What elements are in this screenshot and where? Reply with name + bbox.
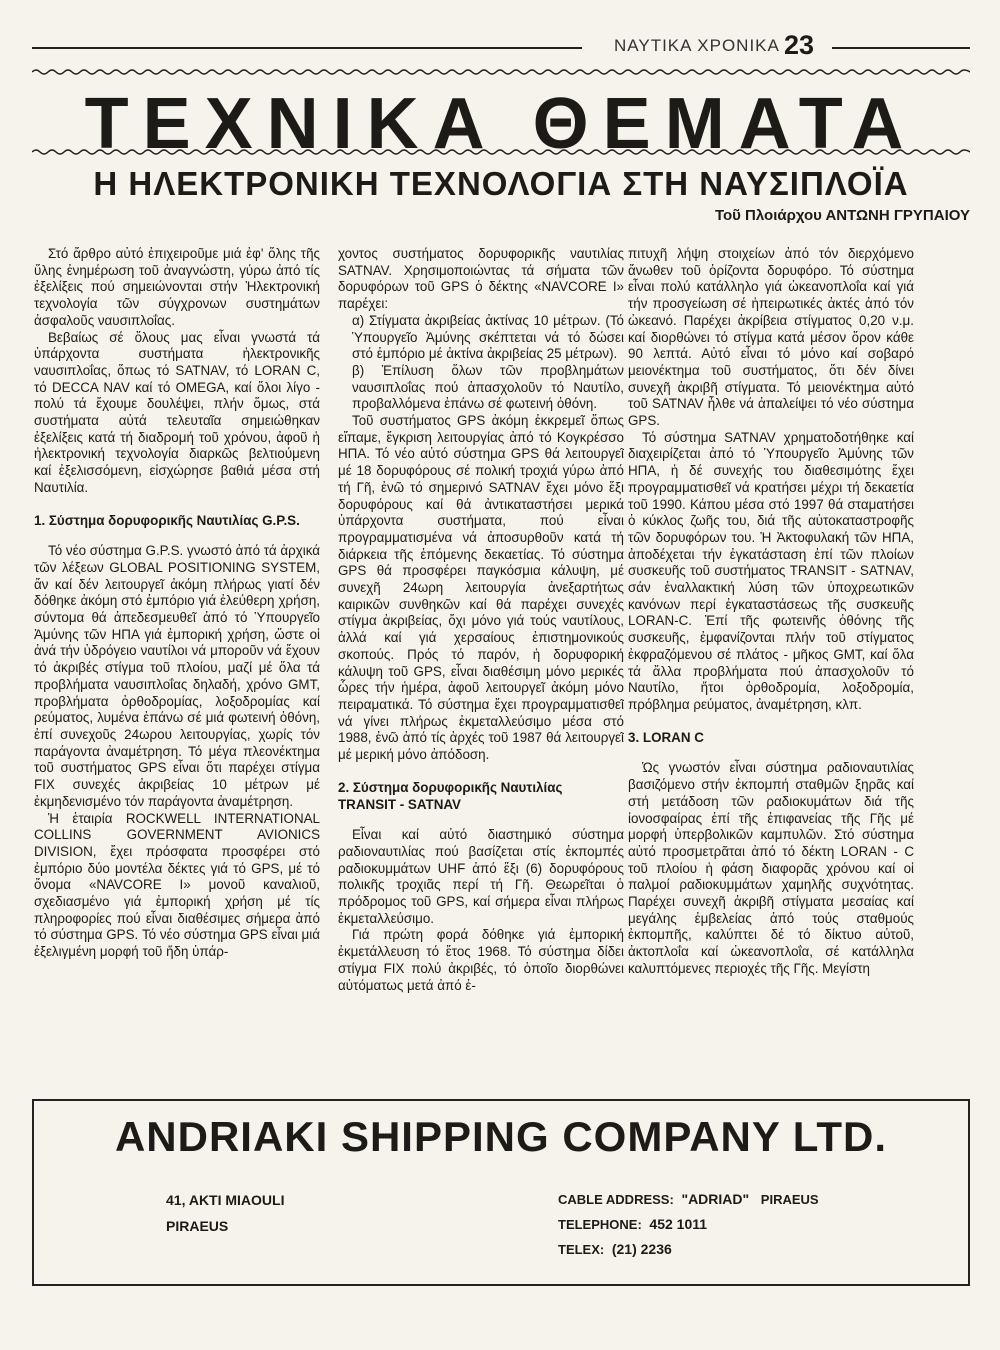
paragraph: Στό ἄρθρο αὐτό ἐπιχειροῦμε μιά ἐφ' ὅλης τῆς ὕλης ἐνημέρωση τοῦ ἀναγνώστη, γύρω ἀπό τίς ἐξελίξεις πού σημειώνονται στήν Ἠλεκτρονική τεχνολογία τῶν σύγχρονων συστημάτων ἀσφαλοῦς ναυσιπλοΐας.: [34, 246, 320, 328]
ad-telephone-line: [558, 1212, 819, 1237]
telephone-label: TELEPHONE:: [558, 1217, 642, 1232]
paragraph: Τό σύστημα SATNAV χρηματοδοτήθηκε καί διαχειρίζεται ἀπό τό Ὑπουργεῖο Ἀμύνης τῶν ΗΠΑ, ἡ δέ συνεχής του διαθεσιμότης ἔχει προγραμματισθεῖ νά κρατήσει μέχρι τή δεκαετία τοῦ 1990. Κάπου μέσα στό 1997 θά σταματήσει ὁ κύκλος ζωῆς του, διά τῆς αὐτοκαταστροφῆς τῶν δορυφόρων του. Ἡ Ἀκτοφυλακή τῶν ΗΠΑ, ἀποδέχεται τήν ἐγκατάσταση ἐπί τῶν πλοίων συσκευῆς τοῦ συστήματος TRANSIT - SATNAV, σάν ἐναλλακτική λύση τῶν ὑποχρεωτικῶν κανόνων περί ἐγκαταστάσεως τῆς συσκευῆς LORAN-C. Ἐπί τῆς φωτεινῆς ὀθόνης τῆς συσκευῆς, ἐμφανίζονται πλήν τοῦ στίγματος ἐκφραζόμενου σέ πλάτος - μῆκος GMT, καί ὅλα τά ἄλλα προβλήματα πού ἀπασχολοῦν τό Ναυτίλο, ἤτοι ὀρθοδρομία, λοξοδρομία, πρόβλημα ρεύματος, ἀναμέτρηση, κλπ.: [628, 429, 914, 712]
column-1: [34, 246, 320, 1091]
paragraph: Τό νέο σύστημα G.P.S. γνωστό ἀπό τά ἀρχικά τῶν λέξεων GLOBAL POSITIONING SYSTEM, ἄν καί δέν λειτουργεῖ ἀκόμη πλήρως γιατί δέν δόθηκε ἀκόμη στό ἐμπόριο γιά ἐλεύθερη χρήση, σύντομα θά ἀπεδεσμευθεῖ ἀπό τό Ὑπουργεῖο Ἀμύνης τῶν ΗΠΑ γιά ἐμπορική χρήση, ὥστε οἱ ἀνά τήν ὑδρόγειο ναυτίλοι νά μποροῦν νά ἔχουν τό ἀκριβές στίγμα τοῦ πλοίου, μαζί μέ ὅλα τά προβλήματα ναυσιπλοΐας δηλαδή, χρόνο GMT, προβλήματα ὀρθοδρομίας, λοξοδρομίας καί ρεύματος, λυμένα ἐπάνω σέ μιά φωτεινή ὀθόνη, ἐπί συνεχοῦς 24ωρου λειτουργίας, χωρίς τόν παράγοντα ἀναμέτρηση. Τό μέγα πλεονέκτημα τοῦ συστήματος GPS εἶναι ὅτι παρέχει στίγμα FIX συνεχές ἀκριβείας 10 μέτρων μέ ἐκμηδενισμένο τόν παράγοντα ἀναμέτρηση.: [34, 543, 320, 809]
article-title: Η ΗΛΕΚΤΡΟΝΙΚΗ ΤΕΧΝΟΛΟΓΙΑ ΣΤΗ ΝΑΥΣΙΠΛΟΪΑ: [93, 165, 909, 202]
advertisement-box: [32, 1099, 970, 1286]
wavy-rule-bottom: [32, 148, 970, 156]
ad-address-street: 41, AKTI MIAOULI: [166, 1192, 285, 1208]
paragraph: Εἶναι καί αὐτό διαστημικό σύστημα ραδιοναυτιλίας πού βασίζεται στίς ἐκπομπές ραδιοκυμμάτων UHF ἀπό ἕξι (6) δορυφόρους πολικῆς τροχιᾶς περί τή Γῆ. Θεωρεῖται ὁ πρόδρομος τοῦ GPS, καί σήμερα εἶναι πλήρως ἐκμεταλλεύσιμο.: [338, 827, 624, 926]
column-3: [628, 246, 914, 1091]
list-item: β) Ἐπίλυση ὅλων τῶν προβλημάτων ναυσιπλοΐας πού ἀπασχολοῦν τό Ναυτίλο, προβαλλόμενα ἐπάνω σέ φωτεινή ὀθόνη.: [352, 362, 624, 412]
publication-name: ΝΑΥΤΙΚΑ ΧΡΟΝΙΚΑ: [614, 36, 780, 55]
subheading-gps: 1. Σύστημα δορυφορικῆς Ναυτιλίας G.P.S.: [34, 512, 300, 528]
subheading-transit-satnav: 2. Σύστημα δορυφορικῆς Ναυτιλίας TRANSIT - SATNAV: [338, 779, 563, 812]
header-rule-left: [32, 47, 582, 49]
paragraph: Γιά πρώτη φορά δόθηκε γιά ἐμπορική ἐκμετάλλευση τό ἔτος 1968. Τό σύστημα δίδει στίγμα FIX πολύ ἀκριβές, τό ὁποῖο διορθώνει αὐτόματως μετά ἀπό ἐ-: [338, 927, 624, 993]
cable-city: PIRAEUS: [760, 1192, 819, 1207]
telex-value: (21) 2236: [611, 1241, 672, 1257]
paragraph: Βεβαίως σέ ὅλους μας εἶναι γνωστά τά ὑπάρχοντα συστήματα ἠλεκτρονικῆς ναυσιπλοΐας, ὅπως τό SATNAV, τό LORAN C, τό DECCA NAV καί τό OMEGA, καί ὅλοι λίγο - πολύ τά ἔχουμε δουλέψει, πλήν ὅμως, στά συστήματα αὐτά τελευταῖα σημειώθηκαν ἐξελίξεις κατά τή διαδρομή τοῦ χρόνου, ἀφοῦ ἡ ἠλεκτρονική τεχνολογία διαρκῶς βελτιούμενη καί ἐξελισσόμενη, εἰσχώρησε βαθιά μέσα στή Ναυτιλία.: [34, 329, 320, 495]
section-title: ΤΕΧΝΙΚΑ ΘΕΜΑΤΑ: [84, 84, 918, 164]
ad-cable-line: [558, 1187, 819, 1212]
ad-address: [166, 1187, 285, 1239]
page-number: 23: [784, 30, 815, 60]
paragraph: πιτυχῆ λήψη στοιχείων ἀπό τόν διερχόμενο ἄνωθεν τοῦ ὁρίζοντα δορυφόρο. Τό σύστημα εἶναι πολύ κατάλληλο γιά ὠκεανοπλοΐα καί γιά τήν προσγείωση σέ ἠπειρωτικές ἀκτές ἀπό τόν ὠκεανό. Παρέχει ἀκρίβεια στίγματος 0,20 ν.μ. καί διορθώνει τό στίγμα κατά μέσον ὅρον κάθε 90 λεπτά. Αὐτό εἶναι τό μόνο καί σοβαρό μειονέκτημα τοῦ συστήματος, ὅτι δέν δίνει συνεχῆ ἀκριβῆ στίγματα. Τό μειονέκτημα αὐτό τοῦ SATNAV ἦλθε νά ἀπαλείψει τό νέο σύστημα GPS.: [628, 246, 914, 429]
subheading-loran-c: 3. LORAN C: [628, 729, 704, 745]
ad-telex-line: [558, 1237, 819, 1262]
ad-company-name: ANDRIAKI SHIPPING COMPANY LTD.: [114, 1113, 888, 1160]
cable-label: CABLE ADDRESS:: [558, 1192, 674, 1207]
paragraph: χοντος συστήματος δορυφορικῆς ναυτιλίας SATNAV. Χρησιμοποιώντας τά σήματα τῶν δορυφόρων τοῦ GPS ὁ δέκτης «NAVCORE I» παρέχει:: [338, 246, 624, 312]
paragraph: Ἡ ἑταιρία ROCKWELL INTERNATIONAL COLLINS GOVERNMENT AVIONICS DIVISION, ἔχει πρόσφατα προσφέρει στό ἐμπόριο δύο μοντέλα δέκτες γιά τό GPS, μέ τό ὄνομα «NAVCORE I» μονοῦ καναλιοῦ, σχεδιασμένο γιά ἐμπορική χρήση μέ τίς πληροφορίες πού εἶναι διαθέσιμες σήμερα ἀπό τό σύστημα GPS. Τό νέο σύστημα GPS εἶναι μιά ἐξελιγμένη μορφή τοῦ ἤδη ὑπάρ-: [34, 810, 320, 960]
cable-value: "ADRIAD": [681, 1191, 750, 1207]
ad-contact-block: [558, 1187, 819, 1262]
telex-label: TELEX:: [558, 1242, 605, 1257]
telephone-value: 452 1011: [649, 1216, 708, 1232]
list-item: α) Στίγματα ἀκριβείας ἀκτίνας 10 μέτρων. (Τό Ὑπουργεῖο Ἀμύνης σκέπτεται νά τό δώσει στό ἐμπόριο μέ ἀκτίνα ἀκριβείας 25 μέτρων).: [352, 312, 624, 362]
paragraph: Τοῦ συστήματος GPS ἀκόμη ἐκκρεμεῖ ὅπως εἴπαμε, ἔγκριση λειτουργίας ἀπό τό Κογκρέσσο ΗΠΑ. Τό νέο αὐτό σύστημα GPS θά λειτουργεῖ μέ 18 δορυφόρους σέ πολική τροχιά γύρω ἀπό τή Γῆ, ἐνῶ τό σημερινό SATNAV ἔχει μόνο ἕξι δορυφόρους καί θά ἀντικαταστήσει μερικά ὑπάρχοντα συστήματα, πού εἶναι προγραμματισμένα νά ἀποσυρθοῦν κατά τή διάρκεια τῆς ἑπόμενης δεκαετίας. Τό σύστημα GPS θά προσφέρει παγκόσμια κάλυψη, μέ συνεχῆ 24ωρη λειτουργία ἀνεξαρτήτως καιρικῶν συνθηκῶν καί θά παρέχει συνεχές στίγμα ἀκριβείας, ὄχι μόνο γιά τούς ναυτίλους, ἀλλά καί γιά χερσαίους ἐπιστημονικούς σκοπούς. Πρός τό παρόν, ἡ δορυφορική κάλυψη τοῦ GPS, εἶναι διαθέσιμη μόνο μερικές ὧρες τήν ἡμέρα, ἀφοῦ λειτουργεῖ ἀκόμη μόνο πειραματικά. Τό σύστημα ἔχει προγραμματισθεῖ νά γίνει πλήρως ἐκμεταλλεύσιμο μέσα στό 1988, ἐνῶ ἀπό τίς ἀρχές τοῦ 1987 θά λειτουργεῖ μέ μερική μόνο ἀπόδοση.: [338, 413, 624, 763]
paragraph: Ὡς γνωστόν εἶναι σύστημα ραδιοναυτιλίας βασιζόμενο στήν ἐκπομπή σταθμῶν ξηρᾶς καί στή μετάδοση τῶν ραδιοκυμάτων διά τῆς ἰονοσφαίρας ἐπί τῆς ἐπιφανείας τῆς Γῆς μέ μορφή ὑπερβολικῶν καμπυλῶν. Στό σύστημα αὐτό προσμετρᾶται ἀπό τό δέκτη LORAN - C τοῦ πλοίου ἡ φάση διαφορᾶς χρόνου καί οἱ παλμοί ραδιοκυμμάτων χαμηλῆς συχνότητας. Παρέχει συνεχῆ ἀκριβῆ στίγματα μεσαίας καί μεγάλης ἐμβελείας ἀπό τούς σταθμούς ἐκπομπῆς, καλύπτει δέ τό δίκτυο αὐτοῦ, ἀκτοπλοΐα καί ὠκεανοπλοΐα, σέ κατάλληλα καλυπτόμενες περιοχές τῆς Γῆς. Μεγίστη: [628, 760, 914, 976]
wavy-rule-top: [32, 68, 970, 76]
column-2: [338, 246, 624, 1091]
ad-address-city: PIRAEUS: [166, 1218, 229, 1234]
header-rule-right: [832, 47, 970, 49]
byline: Τοῦ Πλοιάρχου ΑΝΤΩΝΗ ΓΡΥΠΑΙΟΥ: [714, 207, 970, 224]
